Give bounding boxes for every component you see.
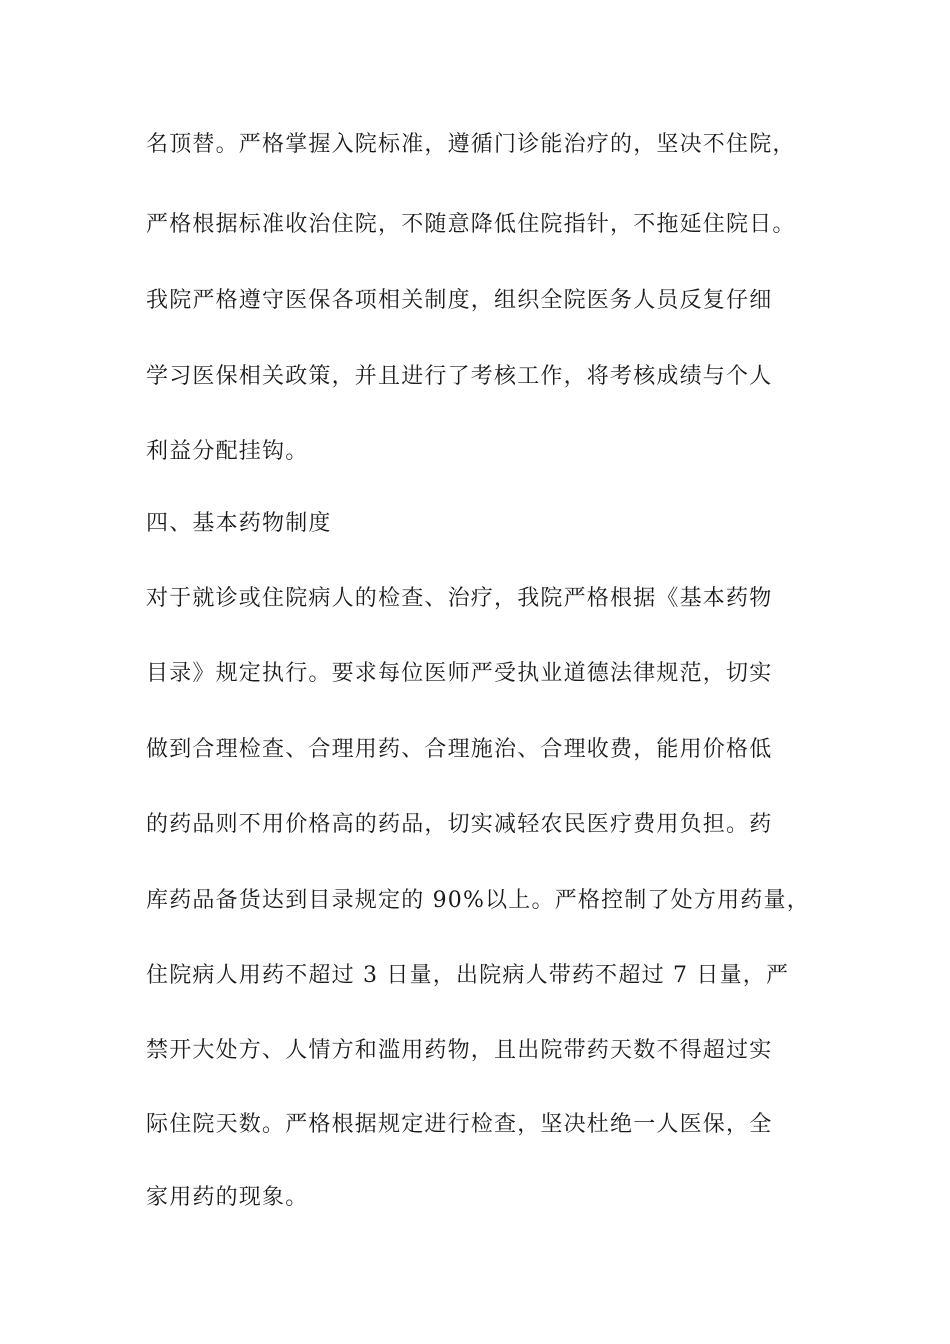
paragraph-line: 住院病人用药不超过 3 日量，出院病人带药不超过 7 日量，严	[146, 963, 790, 988]
paragraph-line: 学习医保相关政策，并且进行了考核工作，将考核成绩与个人	[146, 364, 773, 389]
paragraph-line: 我院严格遵守医保各项相关制度，组织全院医务人员反复仔细	[146, 288, 773, 313]
paragraph-line: 际住院天数。严格根据规定进行检查，坚决杜绝一人医保，全	[146, 1112, 773, 1137]
paragraph-line: 目录》规定执行。要求每位医师严受执业道德法律规范，切实	[146, 661, 773, 686]
paragraph-line: 做到合理检查、合理用药、合理施治、合理收费，能用价格低	[146, 737, 773, 762]
paragraph-line: 对于就诊或住院病人的检查、治疗，我院严格根据《基本药物	[146, 586, 773, 611]
paragraph-line: 名顶替。严格掌握入院标准，遵循门诊能治疗的，坚决不住院，	[146, 132, 796, 157]
paragraph-line: 的药品则不用价格高的药品，切实减轻农民医疗费用负担。药	[146, 812, 773, 837]
paragraph-line: 禁开大处方、人情方和滥用药物，且出院带药天数不得超过实	[146, 1038, 773, 1063]
paragraph-line: 利益分配挂钩。	[146, 439, 309, 464]
paragraph-line: 严格根据标准收治住院，不随意降低住院指针，不拖延住院日。	[146, 212, 796, 237]
section-heading: 四、基本药物制度	[146, 511, 332, 536]
paragraph-line: 家用药的现象。	[146, 1185, 309, 1210]
paragraph-line: 库药品备货达到目录规定的 90%以上。严格控制了处方用药量，	[146, 888, 810, 913]
